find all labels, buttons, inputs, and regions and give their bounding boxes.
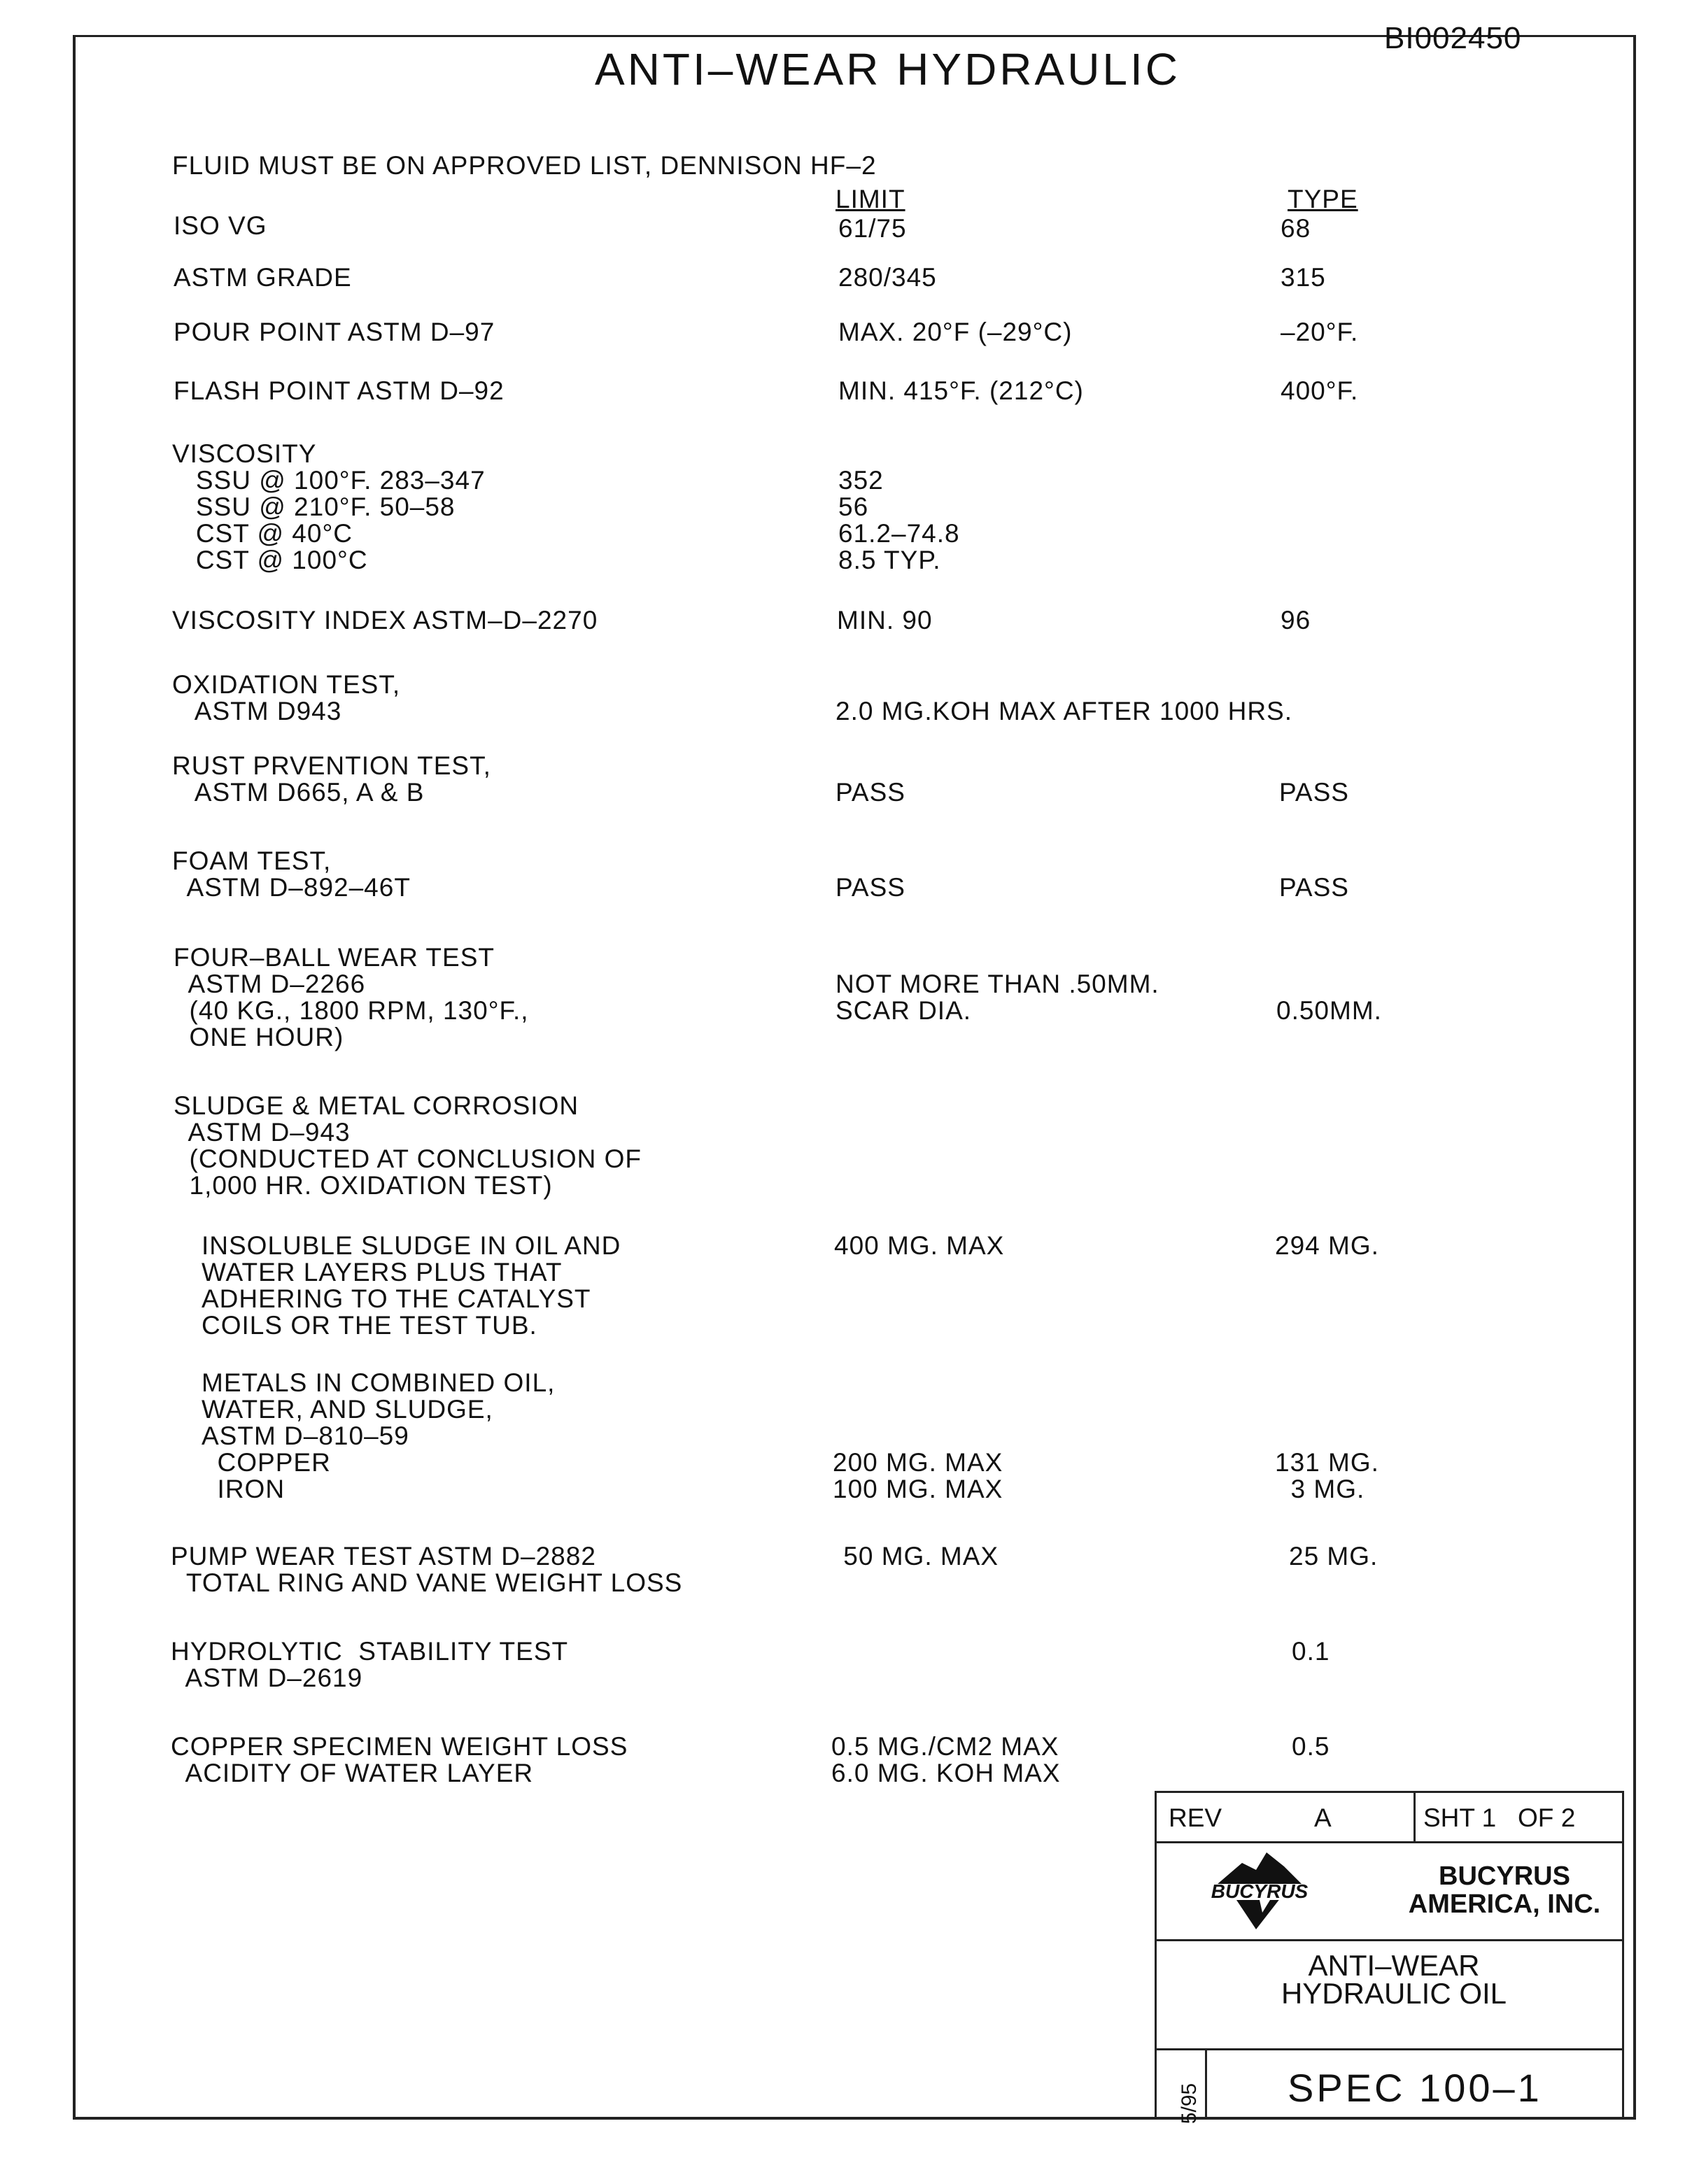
row-type: 96: [1281, 606, 1311, 634]
sheet-number: SHT 1 OF 2: [1423, 1803, 1576, 1832]
type-column-header: TYPE: [1288, 185, 1358, 213]
company-name: BUCYRUS AMERICA, INC.: [1408, 1862, 1601, 1919]
row-limit: PASS: [836, 873, 905, 902]
row-label: FOAM TEST, ASTM D–892–46T: [172, 846, 411, 902]
row-label: HYDROLYTIC STABILITY TEST ASTM D–2619: [171, 1637, 569, 1692]
row-type: PASS: [1279, 873, 1349, 902]
row-type: 0.5: [1292, 1732, 1330, 1761]
row-limit: NOT MORE THAN .50MM. SCAR DIA.: [836, 970, 1159, 1025]
row-limit: PASS: [836, 778, 905, 807]
rev-value: A: [1314, 1803, 1332, 1832]
row-label: FOUR–BALL WEAR TEST ASTM D–2266 (40 KG., 1800 RPM, 130°F., ONE HOUR): [174, 943, 529, 1051]
row-label: VISCOSITY INDEX ASTM–D–2270: [172, 606, 598, 634]
row-label: ASTM GRADE: [174, 263, 352, 292]
row-type: 294 MG.: [1275, 1231, 1379, 1260]
revision-date: 5/95: [1178, 2083, 1201, 2125]
row-limit: 352 56 61.2–74.8 8.5 TYP.: [838, 466, 960, 574]
row-limit: 2.0 MG.KOH MAX AFTER 1000 HRS.: [836, 697, 1293, 725]
row-limit: 200 MG. MAX 100 MG. MAX: [833, 1448, 1003, 1503]
row-limit: MAX. 20°F (–29°C): [838, 318, 1073, 346]
intro-text: FLUID MUST BE ON APPROVED LIST, DENNISON HF–2: [172, 151, 877, 180]
rev-label: REV: [1169, 1803, 1222, 1832]
spec-number: SPEC 100–1: [1288, 2066, 1542, 2110]
limit-column-header: LIMIT: [836, 185, 905, 213]
row-limit: 0.5 MG./CM2 MAX 6.0 MG. KOH MAX: [831, 1732, 1061, 1787]
row-limit: 61/75: [838, 214, 907, 243]
product-name: ANTI–WEAR HYDRAULIC OIL: [1281, 1949, 1507, 2010]
row-label: METALS IN COMBINED OIL, WATER, AND SLUDGE, ASTM D–810–59 COPPER IRON: [202, 1368, 556, 1503]
row-type: 131 MG. 3 MG.: [1275, 1448, 1379, 1503]
row-label: RUST PRVENTION TEST, ASTM D665, A & B: [172, 751, 491, 807]
row-label: COPPER SPECIMEN WEIGHT LOSS ACIDITY OF WATER LAYER: [171, 1732, 628, 1787]
row-type: 400°F.: [1281, 376, 1359, 405]
logo-wordmark: BUCYRUS: [1211, 1880, 1309, 1902]
row-limit: MIN. 415°F. (212°C): [838, 376, 1084, 405]
company-logo: [1190, 1845, 1330, 1936]
row-type: PASS: [1279, 778, 1349, 807]
row-type: 68: [1281, 214, 1311, 243]
row-limit: 400 MG. MAX: [834, 1231, 1005, 1260]
row-label: SLUDGE & METAL CORROSION ASTM D–943 (CONDUCTED AT CONCLUSION OF 1,000 HR. OXIDATION TEST): [174, 1091, 642, 1200]
row-type: 0.50MM.: [1276, 996, 1382, 1025]
row-label: ISO VG: [174, 211, 267, 240]
row-label: OXIDATION TEST, ASTM D943: [172, 670, 401, 725]
row-label: INSOLUBLE SLUDGE IN OIL AND WATER LAYERS PLUS THAT ADHERING TO THE CATALYST COILS OR THE TEST TUB.: [202, 1231, 621, 1340]
document-id: BI002450: [1384, 21, 1522, 55]
row-limit: 50 MG. MAX: [836, 1542, 999, 1570]
row-label: PUMP WEAR TEST ASTM D–2882 TOTAL RING AND VANE WEIGHT LOSS: [171, 1542, 683, 1597]
row-label: POUR POINT ASTM D–97: [174, 318, 495, 346]
row-limit: 280/345: [838, 263, 937, 292]
row-limit: MIN. 90: [837, 606, 933, 634]
row-type: 0.1: [1292, 1637, 1330, 1666]
row-type: 25 MG.: [1289, 1542, 1379, 1570]
page-title: ANTI–WEAR HYDRAULIC: [595, 44, 1180, 94]
row-type: –20°F.: [1281, 318, 1359, 346]
row-type: 315: [1281, 263, 1326, 292]
drawing-frame: [73, 35, 1636, 2120]
row-label: FLASH POINT ASTM D–92: [174, 376, 505, 405]
row-label: VISCOSITY SSU @ 100°F. 283–347 SSU @ 210°F. 50–58 CST @ 40°C CST @ 100°C: [172, 439, 486, 574]
